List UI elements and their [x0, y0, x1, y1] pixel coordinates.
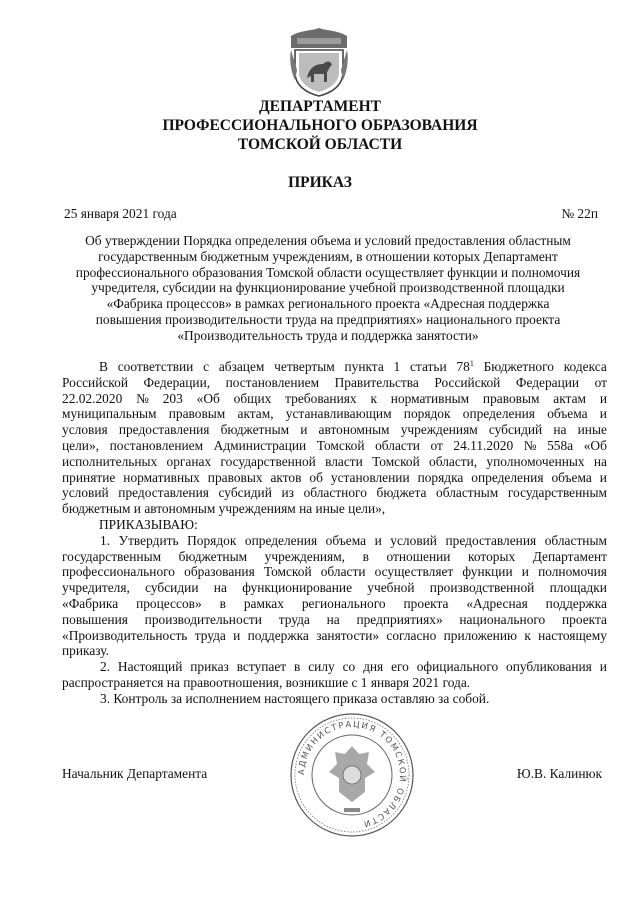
word: государственным [62, 548, 162, 564]
department-header [0, 97, 640, 154]
word: бюджетным [220, 422, 290, 438]
word: Томской [316, 437, 365, 453]
word: исполнительных [62, 453, 158, 469]
order-title: ПРИКАЗ [288, 174, 352, 191]
word: на [593, 453, 607, 469]
preamble-line [62, 406, 607, 422]
word: полномочия [538, 564, 607, 580]
word: Утвердить [118, 532, 179, 548]
word: 22.02.2020 [62, 390, 123, 406]
word: труда [278, 611, 310, 627]
word: соответствии [117, 359, 194, 374]
word: Федерации [515, 374, 580, 390]
word: области [320, 564, 366, 580]
word: на [213, 580, 227, 596]
word: производственной [429, 580, 535, 596]
header-line: ТОМСКОЙ ОБЛАСТИ [237, 136, 403, 153]
word: силу [308, 659, 335, 675]
word: актам, [237, 406, 274, 422]
word: № [523, 437, 537, 453]
superscript: 1 [469, 359, 474, 368]
word: В [99, 359, 108, 374]
word: субсидий [488, 422, 543, 438]
word: на [326, 611, 340, 627]
word: 1. [100, 532, 111, 548]
word: рамках [243, 595, 284, 611]
word: № [136, 390, 149, 406]
word: Российской [434, 374, 501, 390]
word: нормативных [123, 469, 200, 485]
word: 1 [393, 359, 401, 374]
word: приложению [443, 627, 518, 643]
word: и [599, 469, 607, 485]
word: установлении [330, 469, 410, 485]
word: и [521, 564, 529, 580]
word: Российской [62, 374, 128, 390]
word: автономным [318, 422, 390, 438]
signatory-name: Ю.В. Калинюк [516, 766, 602, 781]
item1-line [62, 549, 607, 565]
word: дня [363, 659, 384, 675]
preamble-line [62, 438, 607, 454]
official-seal-icon [289, 712, 415, 838]
word: повышения [62, 611, 128, 627]
word: объема [547, 406, 588, 422]
word: статьи [409, 359, 447, 374]
word: от [430, 437, 443, 453]
word: четвертым [274, 359, 335, 374]
word: постановлением [225, 374, 320, 390]
word: к [524, 627, 531, 643]
word: с [203, 359, 210, 374]
word: актам [553, 390, 586, 406]
word: от [594, 374, 607, 390]
preamble-line [62, 375, 607, 391]
word: Томской [263, 564, 312, 580]
word: 203 [162, 390, 183, 406]
word: области, [429, 453, 478, 469]
word: «Фабрика [62, 595, 119, 611]
word: площадки [549, 580, 607, 596]
word: в [362, 548, 369, 564]
word: из [281, 485, 294, 501]
word: Администрации [213, 437, 307, 453]
header-line: ДЕПАРТАМЕНТ [258, 98, 382, 115]
word: его [391, 659, 409, 675]
preamble-line [62, 470, 607, 486]
word: «Об [583, 437, 607, 453]
word: вступает [236, 659, 287, 675]
word: «Адресная [466, 595, 528, 611]
word: «Об [196, 390, 220, 406]
prikazyvayu-heading: ПРИКАЗЫВАЮ: [99, 516, 198, 532]
word: органах [166, 453, 212, 469]
seal-text: АДМИНИСТРАЦИЯ ТОМСКОЙ ОБЛАСТИ [295, 718, 409, 830]
preamble-line [62, 391, 607, 407]
word: муниципальным [62, 406, 157, 422]
word: в [294, 659, 301, 675]
word: опубликования [506, 659, 592, 675]
word: занятости» [316, 627, 380, 643]
word: постановлением [109, 437, 204, 453]
word: в [219, 595, 226, 611]
word: общих [233, 390, 272, 406]
word: Департамент [532, 548, 607, 564]
word: учредителя, [62, 580, 130, 596]
order-number: № 22п [561, 206, 598, 221]
word: порядка [417, 469, 464, 485]
word: условий [62, 485, 109, 501]
word: Правительства [334, 374, 419, 390]
word: актов [270, 469, 302, 485]
word: области [375, 437, 420, 453]
word: проекта [403, 595, 449, 611]
word: функции [462, 564, 513, 580]
word: условия [62, 422, 108, 438]
item1-last-line: приказу. [62, 643, 109, 659]
word: Федерации, [143, 374, 211, 390]
word: предоставления [118, 485, 209, 501]
word: на [553, 422, 567, 438]
preamble-line [62, 422, 607, 438]
tomsk-coat-of-arms-icon [287, 26, 351, 98]
preamble-last-line: бюджетным и автономным учреждениям на иные цели», [62, 501, 386, 517]
word: образования [184, 564, 255, 580]
word: Томской [372, 453, 420, 469]
word: поддержка [545, 595, 607, 611]
preamble-line [62, 485, 607, 501]
word: предоставления [118, 422, 210, 438]
word: «Производительность [62, 627, 188, 643]
word: производительности [144, 611, 262, 627]
word: которых [468, 548, 516, 564]
word: определения [471, 469, 544, 485]
word: учреждениям [400, 422, 478, 438]
word: и [599, 406, 607, 422]
subject-line: повышения производительности труда на предприятиях» национального проекта [95, 311, 561, 327]
word: требованиях [285, 390, 357, 406]
word: субсидий [218, 485, 272, 501]
word: поддержка [247, 627, 309, 643]
word: 2. [100, 659, 111, 675]
word: учебной [367, 580, 415, 596]
subject-line: профессионального образования Томской области осуществляет функции и полномочия [75, 264, 581, 280]
word: и [233, 627, 241, 643]
subject-line: Об утверждении Порядка определения объема и условий предоставления областным [85, 233, 571, 248]
word: процессов» [136, 595, 202, 611]
word: кодекса [563, 359, 607, 374]
item3-line: 3. Контроль за исполнением настоящего приказа оставляю за собой. [100, 690, 490, 706]
item1-line [62, 612, 607, 628]
word: и [300, 422, 308, 438]
item2-first-line [62, 659, 607, 675]
item1-line [62, 580, 607, 596]
word: отношении [386, 548, 451, 564]
word: условий [390, 532, 437, 548]
word: к [370, 390, 377, 406]
word: Настоящий [117, 659, 183, 675]
word: предоставления [445, 532, 537, 548]
word: принятие [62, 469, 116, 485]
word: определения [244, 532, 318, 548]
word: 24.11.2020 [453, 437, 514, 453]
word: иные [577, 422, 607, 438]
word: цели», [62, 437, 100, 453]
item1-first-line [62, 533, 607, 549]
word: власти [325, 453, 363, 469]
word: осуществляет [374, 564, 454, 580]
word: объема [551, 469, 592, 485]
subject-line: учредителя, субсидии на функционирование учебной производственной площадки [91, 280, 565, 296]
word: устанавливающим [285, 406, 392, 422]
subject-line: «Фабрика процессов» в рамках регионального проекта «Адресная поддержка [106, 296, 550, 312]
word: предприятиях» [356, 611, 443, 627]
word: пункта [344, 359, 384, 374]
signatory-position: Начальник Департамента [62, 766, 208, 781]
word: профессионального [62, 564, 175, 580]
word: областным [436, 485, 499, 501]
word: согласно [386, 627, 437, 643]
word: нормативным [390, 390, 470, 406]
word: приказ [190, 659, 229, 675]
item1-line [62, 628, 607, 644]
word: абзацем [218, 359, 265, 374]
subject-line: государственным бюджетным учреждениям, в отношении которых Департамент [98, 248, 558, 264]
word: Бюджетного [483, 359, 554, 374]
word: уполномоченных [486, 453, 585, 469]
word: и [374, 532, 382, 548]
word: учреждениям, [264, 548, 346, 564]
header-line: ПРОФЕССИОНАЛЬНОГО ОБРАЗОВАНИЯ [162, 117, 478, 134]
word: государственной [220, 453, 316, 469]
word: областным [544, 532, 607, 548]
order-body [62, 359, 607, 707]
word: бюджета [376, 485, 427, 501]
word: порядок [403, 406, 451, 422]
word: официального [416, 659, 499, 675]
item1-line [62, 596, 607, 612]
word: объема [325, 532, 367, 548]
word: со [342, 659, 356, 675]
word: бюджетным [178, 548, 248, 564]
word: настоящему [538, 627, 607, 643]
preamble-first-line [62, 359, 607, 375]
word: субсидии [145, 580, 199, 596]
word: $78^1$ [456, 359, 474, 374]
preamble-line [62, 454, 607, 470]
word: национального [459, 611, 546, 627]
subject-line: «Производительность труда и поддержка занятости» [177, 327, 479, 343]
word: и [599, 659, 607, 675]
word: областного [303, 485, 367, 501]
word: функционирование [242, 580, 353, 596]
item1-line [62, 564, 607, 580]
order-date: 25 января 2021 года [64, 206, 177, 221]
word: определения [462, 406, 535, 422]
word: регионального [301, 595, 386, 611]
word: Порядок [187, 532, 237, 548]
word: правовым [482, 390, 540, 406]
word: проекта [561, 611, 607, 627]
word: 558а [547, 437, 574, 453]
word: правовым [168, 406, 226, 422]
word: государственным [507, 485, 607, 501]
item2-last-line: распространяется на правоотношения, возникшие с 1 января 2021 года. [62, 674, 471, 690]
order-subject [58, 233, 598, 344]
word: об [309, 469, 323, 485]
word: правовых [207, 469, 263, 485]
word: и [599, 390, 607, 406]
word: труда [194, 627, 226, 643]
